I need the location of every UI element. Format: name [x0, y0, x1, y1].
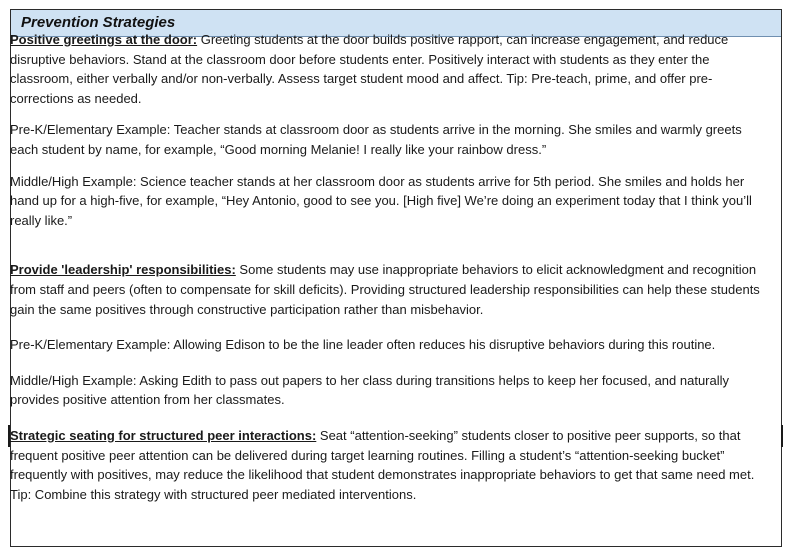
section-strategic-seating: [10, 426, 765, 504]
table-title: Prevention Strategies: [21, 14, 176, 31]
section-text: Greeting students at the door builds positive rapport, can increase engagement, and reduce disruptive behaviors. Stand at the classroom door before students enter. Positively interact with students as they enter the classroom, either verbally and/or non-verbally. Assess target student mood and affect. Tip: Pre-teach, prime, and offer pre-corrections as needed.: [10, 32, 729, 106]
section-text: Some students may use inappropriate behaviors to elicit acknowledgment and recognition from staff and peers (often to compensate for skill deficits). Providing structured leadership responsibilities can help these students gain the same positives through constructive participation rather than misbehavior.: [10, 262, 760, 317]
example-middle-high: Middle/High Example: Asking Edith to pass out papers to her class during transitions helps to keep her focused, and naturally provides positive attention from her classmates.: [10, 372, 730, 408]
section-text: Seat “attention-seeking” students closer to positive peer supports, so that frequent positive peer attention can be delivered during target learning routines. Filling a student’s “attention-seeking bucket” frequently with positives, may reduce the likelihood that student demonstrates inappropriate behaviors to get that same need met. Tip: Combine this strategy with structured peer mediated interventions.: [10, 427, 755, 502]
section-heading: Provide 'leadership' responsibilities:: [10, 262, 236, 278]
example-elementary: Pre-K/Elementary Example: Allowing Edison to be the line leader often reduces his disruptive behaviors during this routine.: [10, 337, 716, 353]
table-body: [10, 30, 765, 504]
section-leadership: [10, 260, 765, 319]
example-elementary: Pre-K/Elementary Example: Teacher stands at classroom door as students arrive in the morning. She smiles and warmly greets each student by name, for example, “Good morning Melanie! I really like your rainbow dress.”: [10, 122, 742, 157]
border-mark-right: [781, 425, 783, 447]
section-positive-greetings: [10, 30, 765, 108]
section-heading: Positive greetings at the door:: [10, 32, 198, 47]
section-heading: Strategic seating for structured peer interactions:: [10, 427, 317, 443]
example-middle-high: Middle/High Example: Science teacher stands at her classroom door as students arrive for 5th period. She smiles and holds her hand up for a high-five, for example, “Hey Antonio, good to see you. [High five] We’re doing an experiment today that I think you’ll really like.”: [10, 173, 752, 228]
